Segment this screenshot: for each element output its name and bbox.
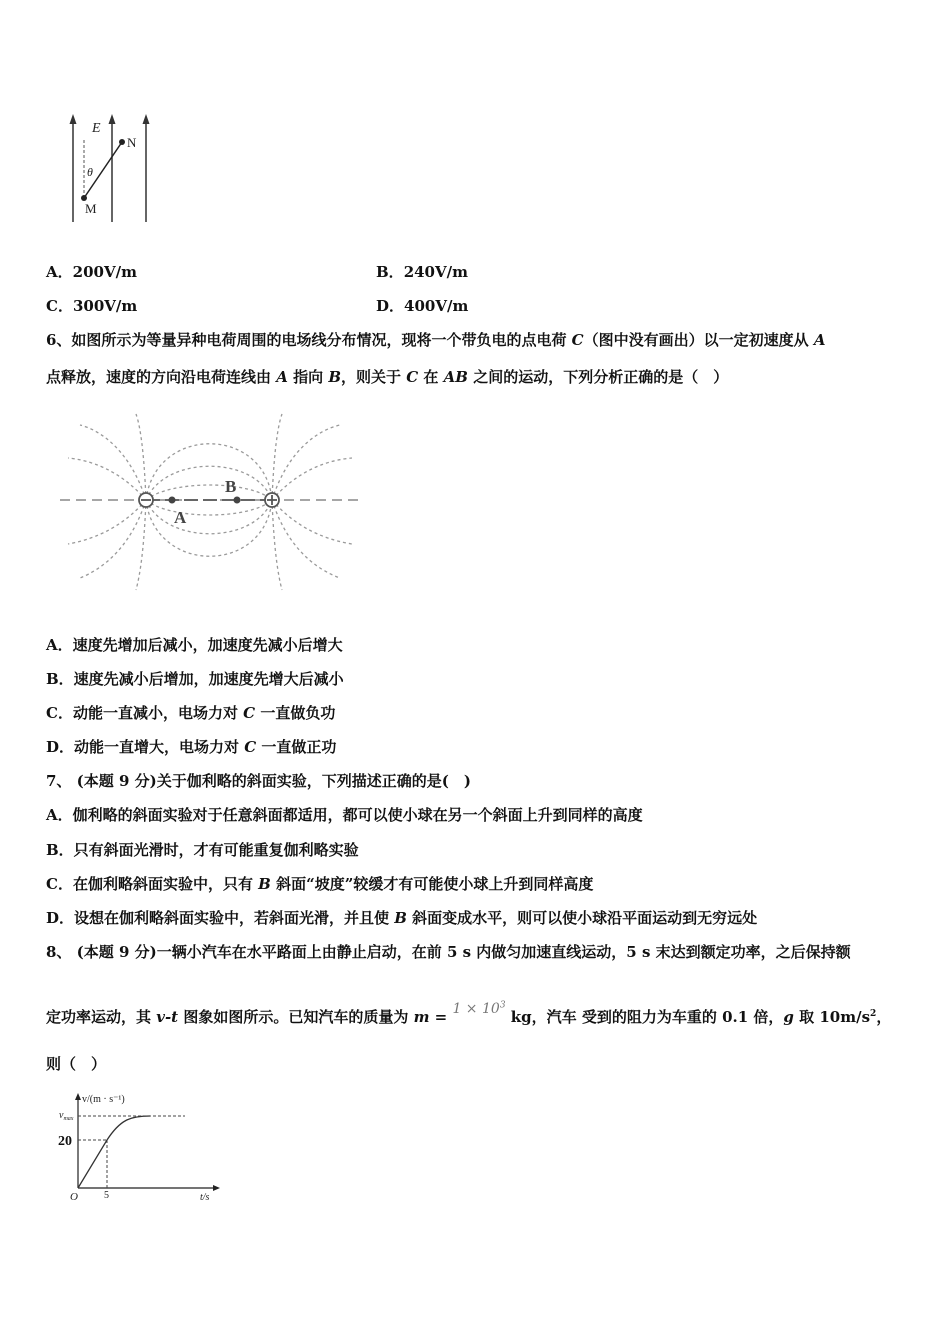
point-a-label: A [174,508,187,527]
option-key: B． [376,263,404,281]
q6-option-b[interactable]: B．速度先减小后增加，加速度先增大后减小 [46,670,344,688]
q6-option-c[interactable]: C．动能一直减小，电场力对 C 一直做负功 [46,704,336,722]
label-M: M [85,201,97,216]
point-b-label: B [225,477,237,496]
origin-label: O [70,1191,78,1203]
field-rod-figure [60,110,160,230]
q7-stem: 7、 (本题 9 分)关于伽利略的斜面实验，下列描述正确的是( ) [46,772,471,790]
mass-value: $1 \times 10^3$ [452,1000,506,1017]
option-text: 300V/m [72,297,138,315]
q6-option-a[interactable]: A．速度先增加后减小，加速度先减小后增大 [46,636,343,654]
option-text: 400V/m [404,297,469,315]
q8-stem-line3: 则（ ） [46,1055,107,1073]
vt-curve [78,1116,150,1188]
q5-option-b[interactable] [376,262,468,282]
tick-5: 5 [104,1190,109,1201]
label-N: N [127,135,137,150]
label-E: E [92,121,101,136]
q7-option-b[interactable]: B．只有斜面光滑时，才有可能重复伽利略实验 [46,841,359,859]
q7-option-c[interactable]: C．在伽利略斜面实验中，只有 B 斜面“坡度”较缓才有可能使小球上升到同样高度 [46,875,594,893]
q5-option-c[interactable] [46,296,137,316]
q8-stem-line2: 定功率运动，其 v-t 图象如图所示。已知汽车的质量为 $m = 1 \times 10^3$ kg，汽车 受到的阻力为车重的 0.1 倍，g 取 $10m/s^2$， [46,1000,892,1026]
label-theta: θ [87,165,93,179]
q7-option-a[interactable]: A．伽利略的斜面实验对于任意斜面都适用，都可以使小球在另一个斜面上升到同样的高度 [46,806,643,824]
vmax-label: $v_{max}$ [59,1110,74,1122]
tick-20: 20 [58,1134,72,1149]
q5-option-a[interactable] [46,262,137,282]
option-key: C． [46,297,73,315]
option-key: D． [376,297,405,315]
x-axis-label: t/s [200,1192,210,1203]
q5-option-d[interactable] [376,296,468,316]
option-text: 200V/m [72,263,137,281]
dipole-field-figure [60,410,360,600]
q7-option-d[interactable]: D．设想在伽利略斜面实验中，若斜面光滑，并且使 B 斜面变成水平，则可以使小球沿平面运动到无穷远处 [46,909,758,927]
q8-stem-line1: 8、 (本题 9 分)一辆小汽车在水平路面上由静止启动，在前 5 s 内做匀加速直线运动，5 s 末达到额定功率，之后保持额 [46,943,851,961]
option-key: A． [46,263,73,281]
y-axis-label: v/(m · s⁻¹) [82,1094,125,1105]
q6-option-d[interactable]: D．动能一直增大，电场力对 C 一直做正功 [46,738,337,756]
q6-stem-line2: 点释放，速度的方向沿电荷连线由 A 指向 B，则关于 C 在 AB 之间的运动，下列分析正确的是（ ） [46,368,729,386]
option-text: 240V/m [403,263,468,281]
vt-graph [50,1088,230,1208]
q6-stem-line1: 6、如图所示为等量异种电荷周围的电场线分布情况，现将一个带负电的点电荷 C（图中没有画出）以一定初速度从 A [46,331,826,349]
